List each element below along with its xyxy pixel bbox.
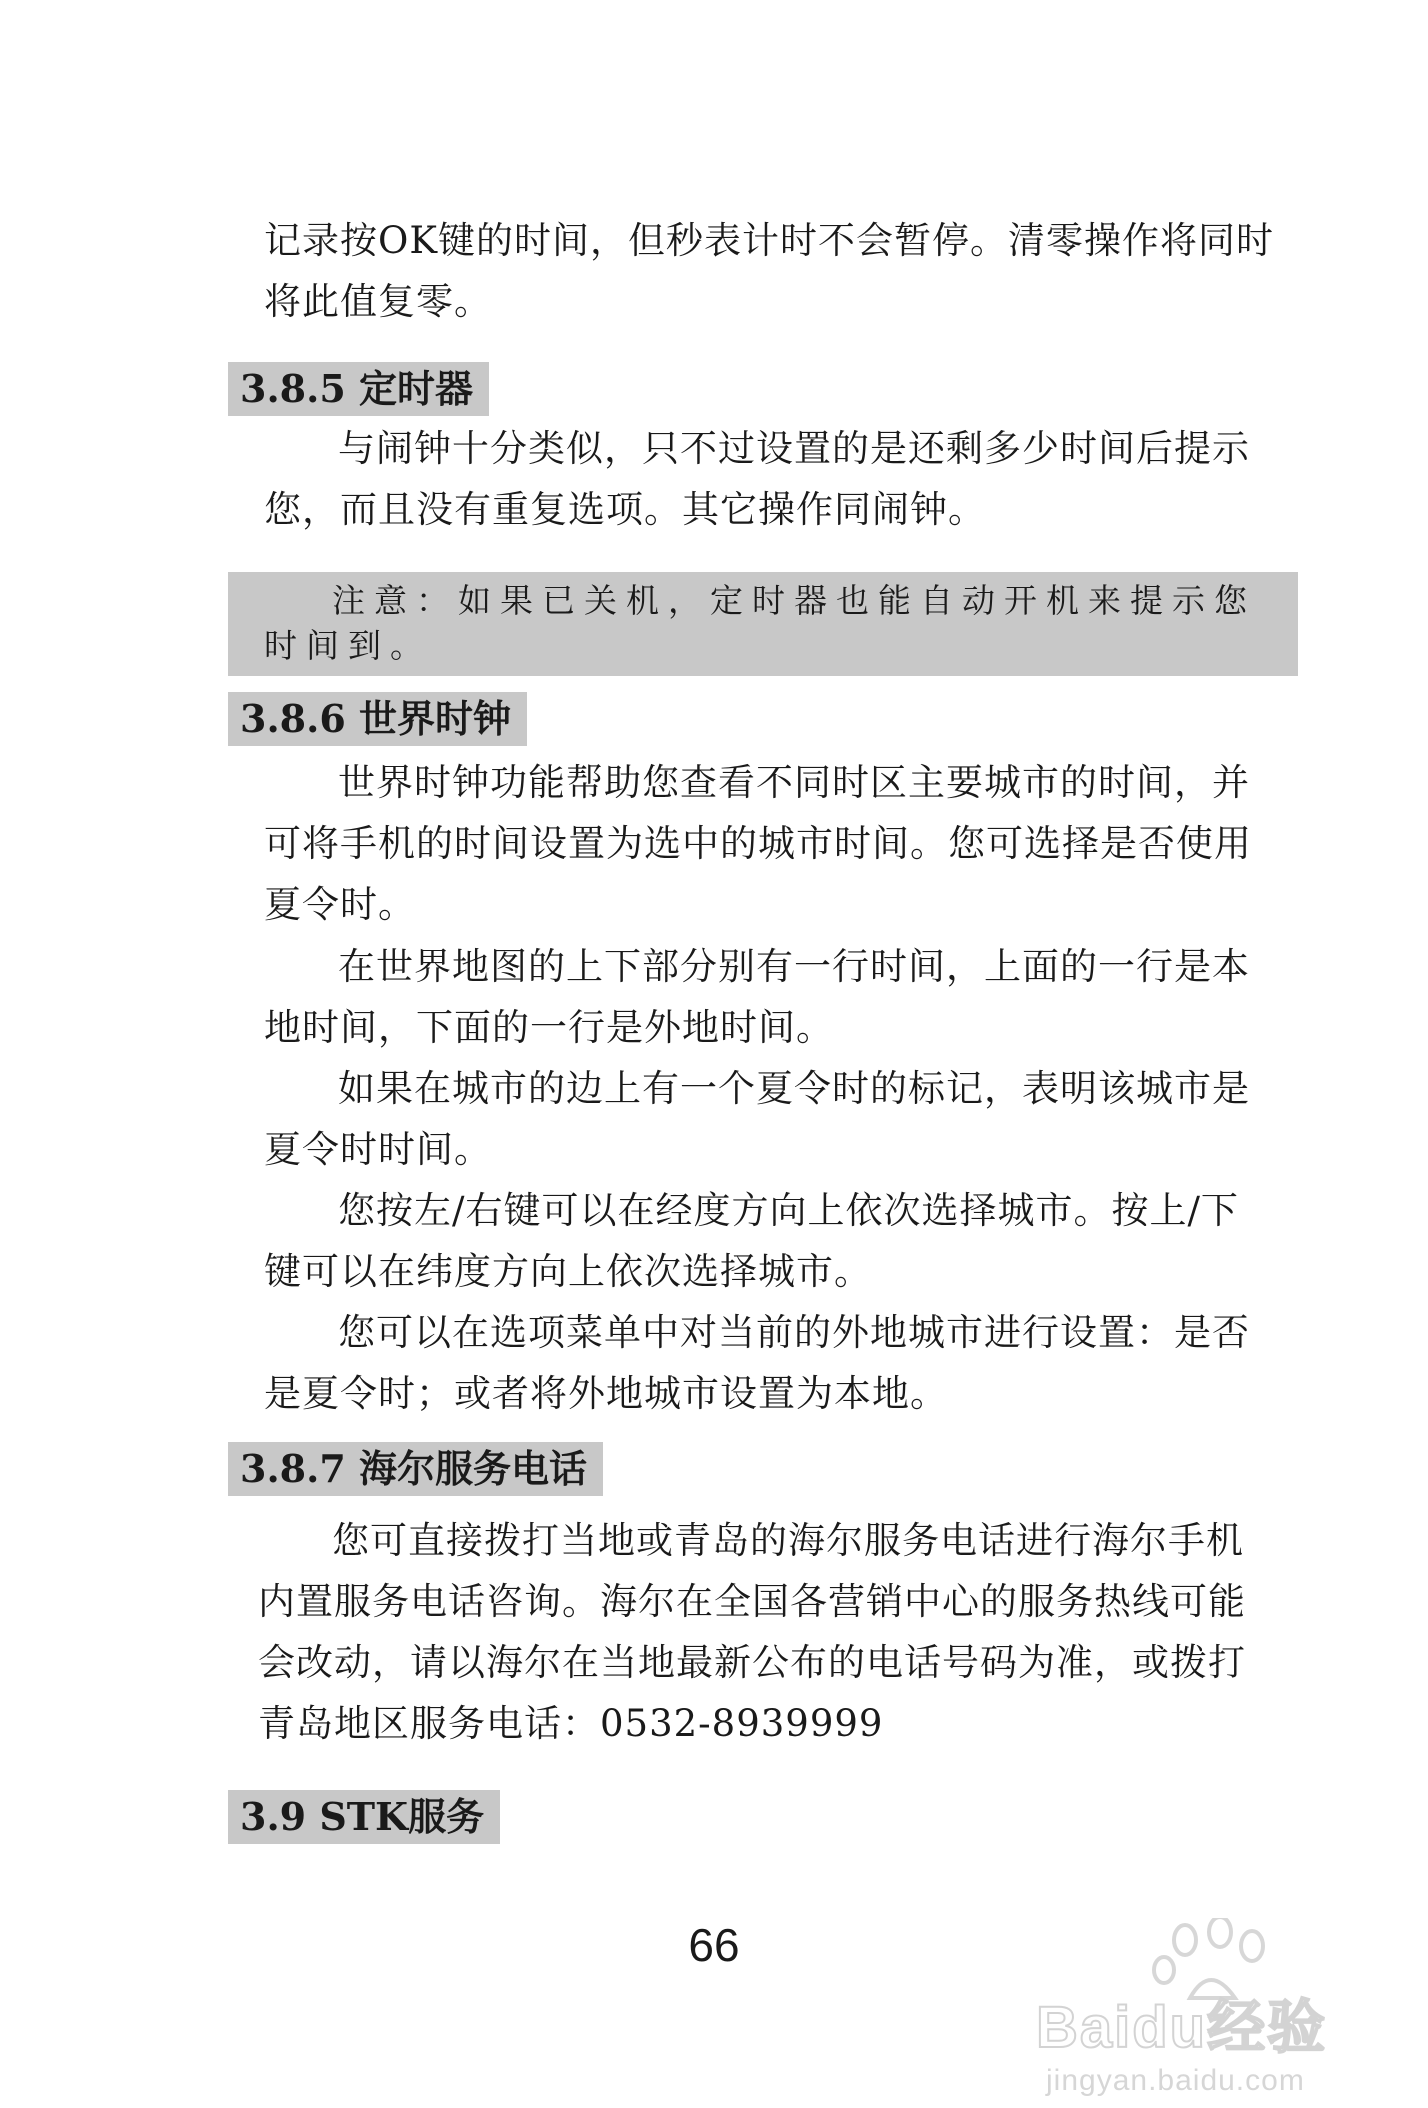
baidu-watermark: [1020, 1918, 1420, 2108]
section-heading-3-8-5: 3.8.5 定时器: [228, 362, 489, 416]
paragraph-stopwatch-end: 记录按OK键的时间，但秒表计时不会暂停。清零操作将同时将此值复零。: [264, 219, 1274, 323]
paragraph-haier-service: 您可直接拨打当地或青岛的海尔服务电话进行海尔手机内置服务电话咨询。海尔在全国各营销中心的服务热线可能会改动，请以海尔在当地最新公布的电话号码为准，或拨打青岛地区服务电话：0532-8939999: [258, 1519, 1246, 1745]
paragraph-world-clock-keys: 您按左/右键可以在经度方向上依次选择城市。按上/下键可以在纬度方向上依次选择城市。: [264, 1189, 1239, 1293]
paragraph-world-clock-dst: 如果在城市的边上有一个夏令时的标记，表明该城市是夏令时时间。: [264, 1067, 1250, 1171]
watermark-url: jingyan.baidu.com: [1046, 2064, 1305, 2097]
paragraph-world-clock-options: 您可以在选项菜单中对当前的外地城市进行设置：是否是夏令时；或者将外地城市设置为本地。: [264, 1311, 1250, 1415]
note-box: [228, 572, 1298, 676]
page-number: 66: [688, 1919, 740, 1971]
paragraph-world-clock-map: 在世界地图的上下部分别有一行时间，上面的一行是本地时间，下面的一行是外地时间。: [264, 945, 1250, 1049]
note-text: 注意：如果已关机，定时器也能自动开机来提示您时间到。: [264, 581, 1256, 665]
section-heading-3-8-7: 3.8.7 海尔服务电话: [228, 1442, 603, 1496]
paragraph-world-clock-intro: 世界时钟功能帮助您查看不同时区主要城市的时间，并可将手机的时间设置为选中的城市时间。您可选择是否使用夏令时。: [264, 761, 1252, 926]
section-heading-3-9: 3.9 STK服务: [228, 1790, 500, 1844]
watermark-brand: Baidu经验: [1036, 1995, 1328, 2060]
section-heading-3-8-6: 3.8.6 世界时钟: [228, 692, 527, 746]
paragraph-timer: 与闹钟十分类似，只不过设置的是还剩多少时间后提示您，而且没有重复选项。其它操作同闹钟。: [264, 427, 1250, 531]
